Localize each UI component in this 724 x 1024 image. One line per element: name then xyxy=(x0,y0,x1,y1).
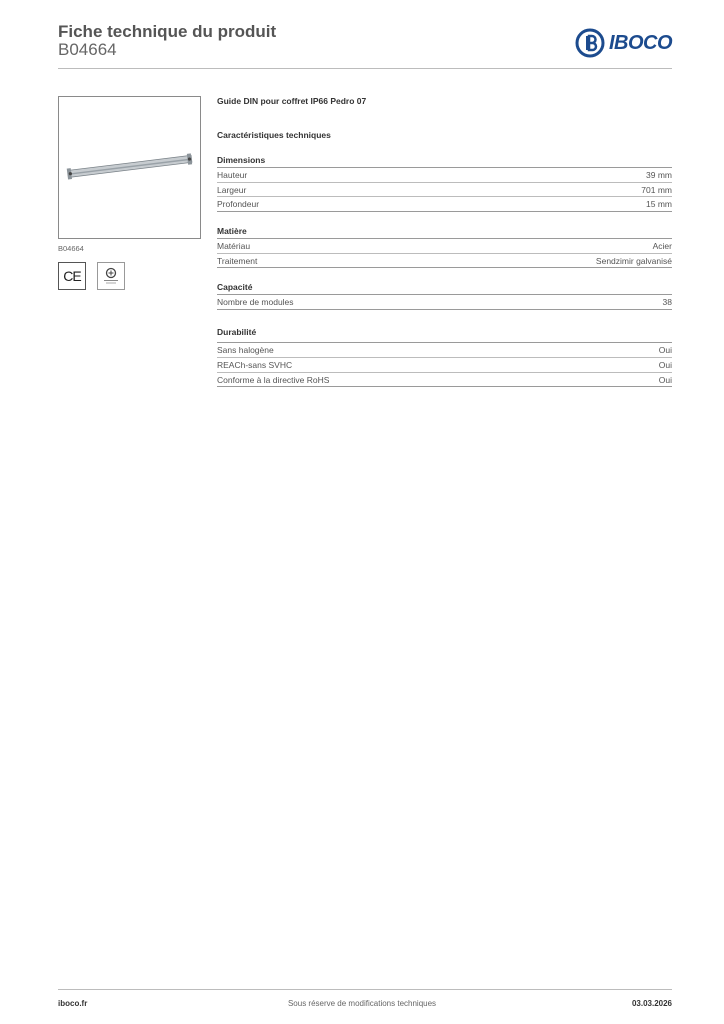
spec-row xyxy=(217,343,672,358)
specs-heading: Caractéristiques techniques xyxy=(217,130,331,140)
spec-label: Nombre de modules xyxy=(217,297,294,308)
spec-group-durability xyxy=(217,327,672,387)
group-title: Durabilité xyxy=(217,327,257,338)
footer-divider xyxy=(58,989,672,990)
footer-date: 03.03.2026 xyxy=(631,999,672,1008)
spec-label: Traitement xyxy=(217,255,258,266)
spec-value: Oui xyxy=(658,359,672,370)
spec-row xyxy=(217,358,672,373)
spec-label: Largeur xyxy=(217,184,247,195)
spec-row xyxy=(217,183,672,198)
group-title: Matière xyxy=(217,226,247,237)
spec-label: Conforme à la directive RoHS xyxy=(217,374,330,385)
rohs-compliance-icon xyxy=(97,262,125,290)
product-code: B04664 xyxy=(58,40,117,59)
page-header xyxy=(58,20,672,70)
spec-label: REACh-sans SVHC xyxy=(217,359,293,370)
spec-value: 701 mm xyxy=(641,184,672,195)
spec-value: 38 xyxy=(662,297,672,308)
spec-label: Sans halogène xyxy=(217,345,274,356)
footer-website: iboco.fr xyxy=(58,999,88,1008)
spec-value: Oui xyxy=(658,345,672,356)
spec-table xyxy=(217,238,672,268)
spec-group-dimensions xyxy=(217,155,672,212)
group-title: Dimensions xyxy=(217,155,266,165)
iboco-logo-icon xyxy=(575,28,605,58)
spec-table xyxy=(217,167,672,212)
group-title: Capacité xyxy=(217,282,253,293)
spec-value: Sendzimir galvanisé xyxy=(595,255,672,266)
spec-row xyxy=(217,254,672,269)
spec-value: Acier xyxy=(652,241,672,252)
spec-row xyxy=(217,295,672,310)
image-caption: B04664 xyxy=(58,244,84,253)
page-title: Fiche technique du produit xyxy=(58,22,277,41)
spec-table xyxy=(217,342,672,387)
spec-row xyxy=(217,197,672,212)
spec-value: Oui xyxy=(658,374,672,385)
spec-value: 15 mm xyxy=(646,199,672,210)
header-divider xyxy=(58,68,672,69)
spec-row xyxy=(217,239,672,254)
logo-text: IBOCO xyxy=(608,31,672,54)
spec-group-material xyxy=(217,226,672,268)
spec-label: Matériau xyxy=(217,241,251,252)
ce-mark-icon: CE xyxy=(58,262,86,290)
spec-row xyxy=(217,168,672,183)
spec-table xyxy=(217,294,672,310)
spec-group-capacity xyxy=(217,282,672,310)
spec-label: Profondeur xyxy=(217,199,260,210)
spec-row xyxy=(217,373,672,388)
spec-label: Hauteur xyxy=(217,170,248,180)
product-image xyxy=(58,96,201,239)
footer-note: Sous réserve de modifications techniques xyxy=(287,999,437,1008)
iboco-logo xyxy=(575,27,672,59)
spec-value: 39 mm xyxy=(646,170,672,180)
spec-content xyxy=(217,96,672,401)
product-name: Guide DIN pour coffret IP66 Pedro 07 xyxy=(217,96,367,106)
